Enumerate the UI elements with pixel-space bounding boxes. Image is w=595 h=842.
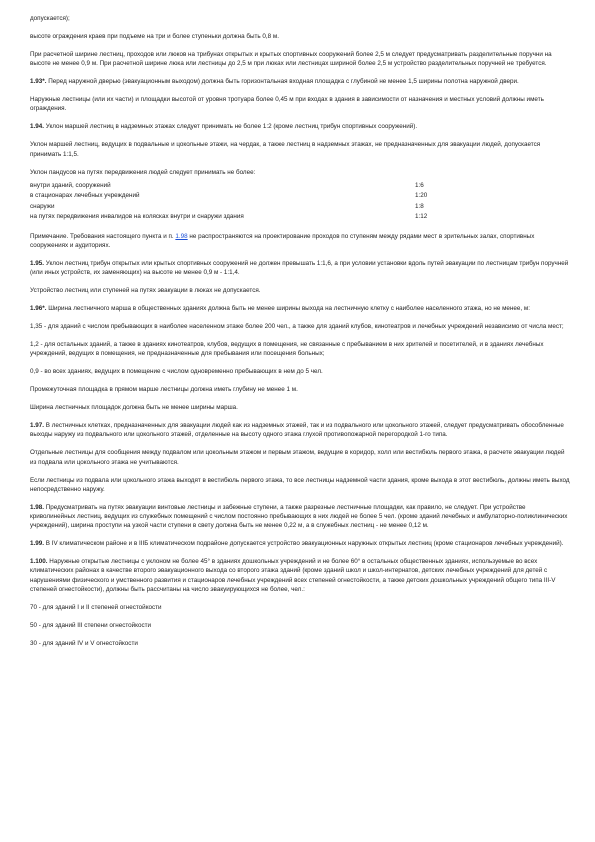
paragraph-text: Наружные открытые лестницы с уклоном не более 45° в зданиях дошкольных учреждений и не более 60° в остальных общественных зданиях, используемые во всех климатических районах в качестве второго эвакуационного выхода со второго этажа зданий (кроме зданий школ и школ-интернатов, детских лечебных учреждений для детей с нарушениями физического и умственного развития и стационаров лечебных учреждений всех степеней огнестойкости, а также детских дошкольных учреждений общего типа III-V степеней огнестойкости), должны быть рассчитаны на число эвакуирующихся не более, чел.: bbox=[30, 558, 556, 593]
slope-value: 1:20 bbox=[415, 192, 428, 200]
paragraph-text: высоте ограждения краев при подъеме на три и более ступеньки должна быть 0,8 м. bbox=[30, 33, 279, 40]
paragraph-text: 30 - для зданий IV и V огнестойкости bbox=[30, 639, 138, 647]
table-row bbox=[30, 202, 550, 213]
paragraph-text: Ширина лестничных площадок должна быть не менее ширины марша. bbox=[30, 404, 238, 412]
slope-value: 1:6 bbox=[415, 181, 424, 189]
table-row bbox=[30, 191, 550, 202]
table-row bbox=[30, 181, 550, 192]
slope-location: внутри зданий, сооружений bbox=[30, 181, 111, 189]
paragraph-text: 50 - для зданий III степени огнестойкости bbox=[30, 621, 152, 629]
body-paragraph bbox=[30, 557, 570, 594]
paragraph-text: 70 - для зданий I и II степеней огнестойкости bbox=[30, 603, 162, 611]
paragraph-text: 0,9 - во всех зданиях, ведущих в помещение с числом одновременно пребывающих в нем до 5 чел. bbox=[30, 368, 323, 376]
body-paragraph bbox=[30, 476, 570, 494]
paragraph-text: Наружные лестницы (или их части) и площадки высотой от уровня тротуара более 0,45 м при входах в здания в зависимости от назначения и местных условий должны иметь ограждения. bbox=[30, 96, 544, 113]
slope-location: на путях передвижения инвалидов на колясках внутри и снаружи здания bbox=[30, 213, 244, 221]
paragraph-text: Промежуточная площадка в прямом марше лестницы должна иметь глубину не менее 1 м. bbox=[30, 386, 298, 394]
body-paragraph bbox=[30, 403, 570, 412]
slope-value: 1:12 bbox=[415, 213, 428, 221]
paragraph-text: 1,2 - для остальных зданий, а также в зданиях кинотеатров, клубов, ведущих в помещения, не связанные с пребыванием в них зрителей и посетителей, и в зданиях лечебных учреждений, ведущих в помещения, не предназначенные для пребывания или посещения больных; bbox=[30, 341, 544, 358]
body-paragraph bbox=[30, 95, 570, 113]
body-paragraph bbox=[30, 603, 570, 612]
note-text-before: Примечание. Требования настоящего пункта и п. bbox=[30, 232, 176, 240]
table-row bbox=[30, 212, 550, 223]
clause-number: 1.95. bbox=[30, 259, 45, 267]
body-paragraph bbox=[30, 14, 570, 23]
ramp-slope-table bbox=[30, 181, 550, 223]
paragraph-text: 1,35 - для зданий с числом пребывающих в наиболее населенном этаже более 200 чел., а также для зданий клубов, кинотеатров и лечебных учреждений независимо от числа мест; bbox=[30, 323, 564, 331]
text-block-bottom bbox=[30, 259, 570, 648]
body-paragraph bbox=[30, 539, 570, 548]
paragraph-text: Отдельные лестницы для сообщения между подвалом или цокольным этажом и первым этажом, ведущие в коридор, холл или вестибюль первого этажа, в расчете эвакуации людей из подвала или цокольного этажа не учитываются. bbox=[30, 449, 565, 466]
document-page bbox=[30, 14, 570, 648]
paragraph-text: допускается); bbox=[30, 15, 70, 22]
paragraph-text: Уклон лестниц трибун открытых или крытых спортивных сооружений не должен превышать 1:1,6, а при условии установки вдоль путей эвакуации по лестницам трибун поручней (или иных устройств, их заменяющих) на высоте не менее 0,9 м - 1:1,4. bbox=[30, 259, 569, 277]
body-paragraph bbox=[30, 340, 570, 358]
paragraph-text: Предусматривать на путях эвакуации винтовые лестницы и забежные ступени, а также разрезные лестничные площадки, как правило, не следует. При устройстве криволинейных лестниц, ведущих из служебных помещений с числом постоянно пребывающих в них людей не более 5 чел. (кроме зданий лечебных и амбулаторно-поликлинических учреждений), ширина проступи на узкой части ступени в свету должна быть не менее 0,22 м, а в служебных лестниц - не менее 0,12 м. bbox=[30, 503, 568, 530]
paragraph-text: Уклон пандусов на путях передвижения людей следует принимать не более: bbox=[30, 168, 256, 176]
paragraph-text: В лестничных клетках, предназначенных для эвакуации людей как из надземных этажей, так и из подвального или цокольного этажей, следует предусматривать обособленные выходы наружу из подвального или цокольного этажей, отделенные на высоту одного этажа глухой противопожарной перегородкой 1-го типа. bbox=[30, 422, 564, 439]
slope-location: снаружи bbox=[30, 202, 55, 210]
body-paragraph bbox=[30, 639, 570, 648]
paragraph-text: Если лестницы из подвала или цокольного этажа выходят в вестибюль первого этажа, то все лестницы надземной части здания, кроме выхода в этот вестибюль, должны иметь выход непосредственно наружу. bbox=[30, 476, 570, 493]
body-paragraph bbox=[30, 122, 570, 131]
body-paragraph bbox=[30, 322, 570, 331]
clause-link-1-98[interactable]: 1.98 bbox=[175, 232, 188, 240]
body-paragraph bbox=[30, 259, 570, 277]
body-paragraph bbox=[30, 304, 570, 313]
paragraph-text: В IV климатическом районе и в IIIБ климатическом подрайоне допускается устройство эвакуационных наружных открытых лестниц (кроме стационаров лечебных учреждений). bbox=[44, 540, 564, 548]
clause-number: 1.99. bbox=[30, 540, 45, 548]
clause-number: 1.97. bbox=[30, 422, 45, 430]
paragraph-text: При расчетной ширине лестниц, проходов или люков на трибунах открытых и крытых спортивных сооружений более 2,5 м следует предусматривать разделительные поручни на высоте не менее 0,9 м. При расчетной ширине люка или лестницы до 2,5 м при люках или лестницах шириной более 2,5 м устройство разделительных поручней не требуется. bbox=[30, 51, 552, 68]
paragraph-text: Уклон маршей лестниц в надземных этажах следует принимать не более 1:2 (кроме лестниц трибун спортивных сооружений). bbox=[44, 123, 418, 131]
clause-number: 1.100. bbox=[30, 558, 48, 566]
body-paragraph bbox=[30, 448, 570, 466]
paragraph-text: Ширина лестничного марша в общественных зданиях должна быть не менее ширины выхода на лестничную клетку с наиболее населенного этажа, но не менее, м: bbox=[46, 305, 530, 313]
clause-number: 1.94. bbox=[30, 123, 45, 131]
body-paragraph bbox=[30, 77, 570, 86]
body-paragraph bbox=[30, 421, 570, 439]
body-paragraph bbox=[30, 503, 570, 531]
body-paragraph bbox=[30, 621, 570, 630]
body-paragraph bbox=[30, 168, 570, 177]
body-paragraph bbox=[30, 50, 570, 68]
body-paragraph bbox=[30, 367, 570, 376]
note-text-after: не распространяются на проектирование проходов по ступеням между рядами мест в зрительных залах, спортивных сооружениях и аудиториях. bbox=[30, 232, 535, 249]
clause-number: 1.98. bbox=[30, 503, 45, 511]
slope-value: 1:8 bbox=[415, 202, 424, 210]
slope-location: в стационарах лечебных учреждений bbox=[30, 192, 140, 200]
paragraph-text: Уклон маршей лестниц, ведущих в подвальные и цокольные этажи, на чердак, а также лестниц в надземных этажах, не предназначенных для эвакуации людей, допускается принимать 1:1,5. bbox=[30, 141, 541, 158]
body-paragraph bbox=[30, 32, 570, 41]
clause-number: 1.93*. bbox=[30, 78, 47, 86]
paragraph-text: Перед наружной дверью (эвакуационным выходом) должна быть горизонтальная входная площадка с глубиной не менее 1,5 ширины полотна наружной двери. bbox=[46, 78, 519, 86]
note-paragraph bbox=[30, 232, 570, 250]
body-paragraph bbox=[30, 385, 570, 394]
body-paragraph bbox=[30, 286, 570, 295]
paragraph-text: Устройство лестниц или ступеней на путях эвакуации в люках не допускается. bbox=[30, 287, 261, 295]
clause-number: 1.96*. bbox=[30, 305, 47, 313]
text-block-top bbox=[30, 14, 570, 177]
body-paragraph bbox=[30, 140, 570, 158]
